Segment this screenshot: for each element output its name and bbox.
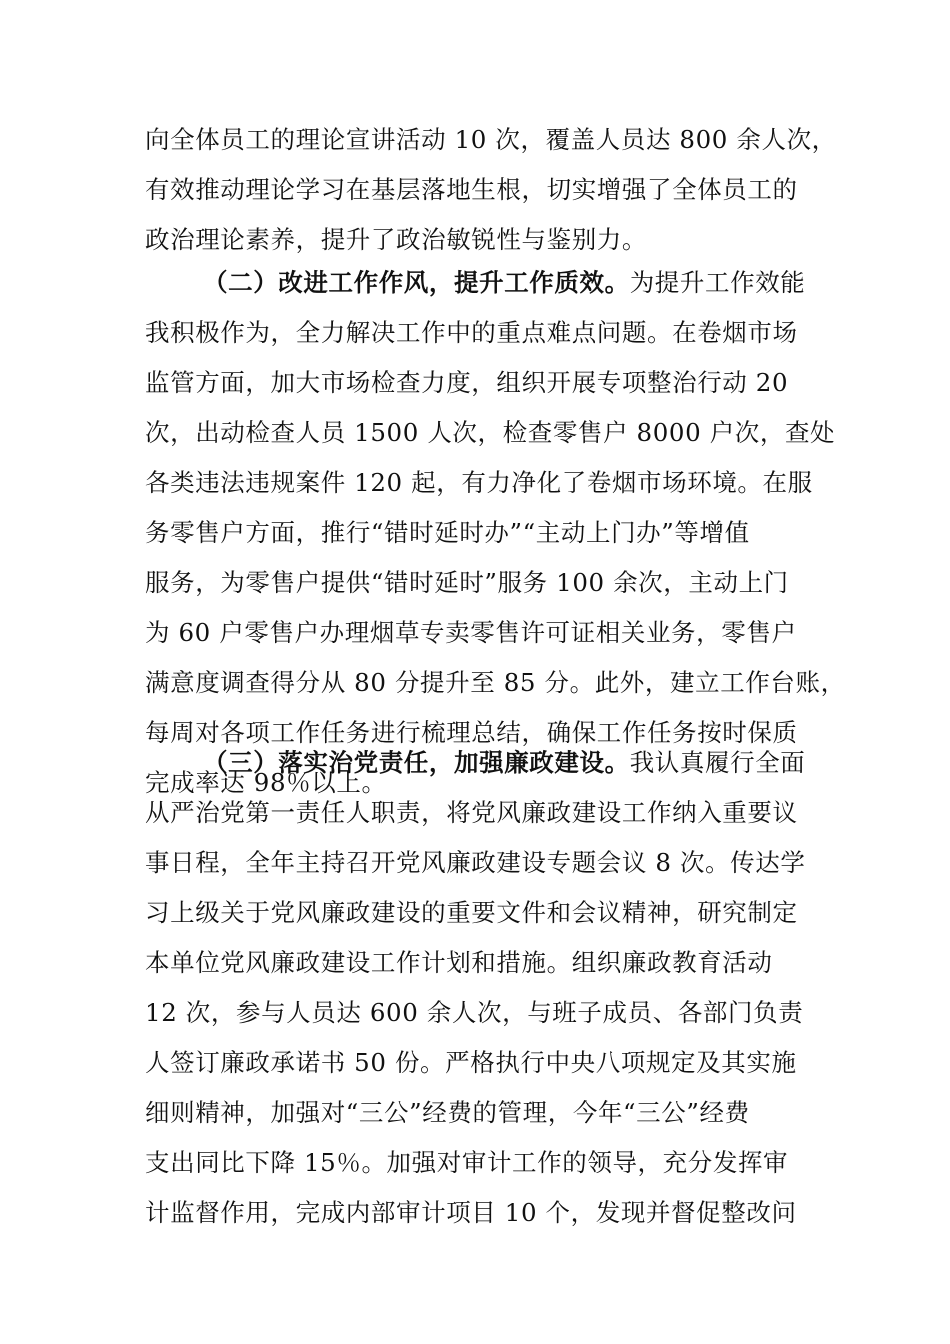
paragraph-line: 向全体员工的理论宣讲活动 10 次，覆盖人员达 800 余人次， <box>145 125 837 154</box>
paragraph-line: 计监督作用，完成内部审计项目 10 个，发现并督促整改问 <box>145 1198 797 1227</box>
paragraph-line: 监管方面，加大市场检查力度，组织开展专项整治行动 20 <box>145 368 789 397</box>
paragraph-line: 人签订廉政承诺书 50 份。严格执行中央八项规定及其实施 <box>145 1048 797 1077</box>
paragraph-line: 支出同比下降 15％。加强对审计工作的领导，充分发挥审 <box>145 1148 789 1177</box>
section-heading: （三）落实治党责任，加强廉政建设。 <box>203 748 630 777</box>
paragraph-line: 满意度调查得分从 80 分提升至 85 分。此外，建立工作台账， <box>145 668 846 697</box>
paragraph-first-line <box>145 738 815 788</box>
paragraph-line: 从严治党第一责任人职责，将党风廉政建设工作纳入重要议 <box>145 798 798 827</box>
paragraph-text: 我认真履行全面 <box>629 748 806 777</box>
paragraph-line: 事日程，全年主持召开党风廉政建设专题会议 8 次。传达学 <box>145 848 806 877</box>
paragraph-line: 为 60 户零售户办理烟草专卖零售许可证相关业务，零售户 <box>145 618 797 647</box>
paragraph-line: 习上级关于党风廉政建设的重要文件和会议精神，研究制定 <box>145 898 798 927</box>
paragraph-first-line <box>145 258 815 308</box>
paragraph-line: 12 次，参与人员达 600 余人次，与班子成员、各部门负责 <box>145 998 804 1027</box>
paragraph-2 <box>145 258 846 808</box>
paragraph-line: 服务，为零售户提供“错时延时”服务 100 余次，主动上门 <box>145 568 789 597</box>
paragraph-line: 细则精神，加强对“三公”经费的管理，今年“三公”经费 <box>145 1098 750 1127</box>
paragraph-text: 为提升工作效能 <box>629 268 806 297</box>
paragraph-line: 每周对各项工作任务进行梳理总结，确保工作任务按时保质 <box>145 718 798 747</box>
paragraph-line: 政治理论素养，提升了政治敏锐性与鉴别力。 <box>145 225 647 254</box>
paragraph-3 <box>145 738 815 1238</box>
paragraph-line: 次，出动检查人员 1500 人次，检查零售户 8000 户次，查处 <box>145 418 836 447</box>
section-heading: （二）改进工作作风，提升工作质效。 <box>203 268 630 297</box>
paragraph-line: 本单位党风廉政建设工作计划和措施。组织廉政教育活动 <box>145 948 773 977</box>
paragraph-1 <box>145 115 837 265</box>
paragraph-line: 各类违法违规案件 120 起，有力净化了卷烟市场环境。在服 <box>145 468 813 497</box>
paragraph-line: 务零售户方面，推行“错时延时办”“主动上门办”等增值 <box>145 518 750 547</box>
paragraph-line: 有效推动理论学习在基层落地生根，切实增强了全体员工的 <box>145 175 798 204</box>
paragraph-line: 完成率达 98％以上。 <box>145 768 387 797</box>
paragraph-line: 我积极作为，全力解决工作中的重点难点问题。在卷烟市场 <box>145 318 798 347</box>
